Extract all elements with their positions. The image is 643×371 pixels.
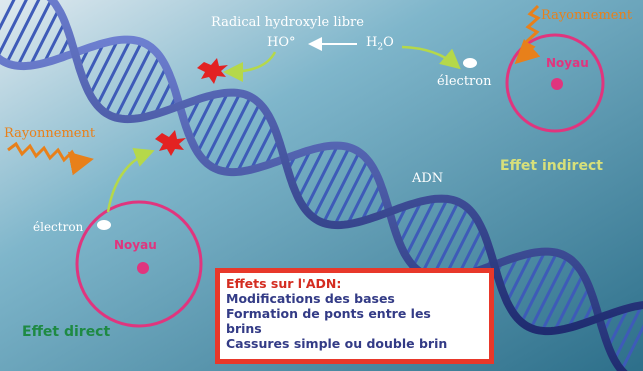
radical-title: Radical hydroxyle libre [211,15,364,30]
electron-right-label: électron [437,74,492,89]
dna-effect-item: brins [226,321,262,336]
dna-effects-box [215,268,494,364]
water-label-base: H [366,35,378,50]
nucleus-right-label: Noyau [546,56,589,70]
water-label [366,35,394,53]
water-label-tail: O [383,35,394,50]
radiation-left-label: Rayonnement [4,126,96,141]
dna-effects-list [226,291,483,351]
dna-effects-title: Effets sur l'ADN: [226,276,342,291]
nucleus-left-label: Noyau [114,238,157,252]
hydroxyl-radical-label: HO° [267,35,296,50]
dna-effect-item: Modifications des bases [226,291,395,306]
nucleus-right-icon [551,78,563,90]
dna-effect-item: Cassures simple ou double brin [226,336,448,351]
radiation-right-label: Rayonnement [541,8,633,23]
direct-effect-label: Effet direct [22,324,111,340]
nucleus-left-icon [137,262,149,274]
water-label-subscript: 2 [377,42,384,53]
electron-dot-right-icon [463,58,477,68]
dna-label: ADN [412,171,444,186]
electron-left-label: électron [33,220,84,234]
indirect-effect-label: Effet indirect [500,158,603,174]
dna-effect-item: Formation de ponts entre les [226,306,431,321]
electron-dot-left-icon [97,220,111,230]
